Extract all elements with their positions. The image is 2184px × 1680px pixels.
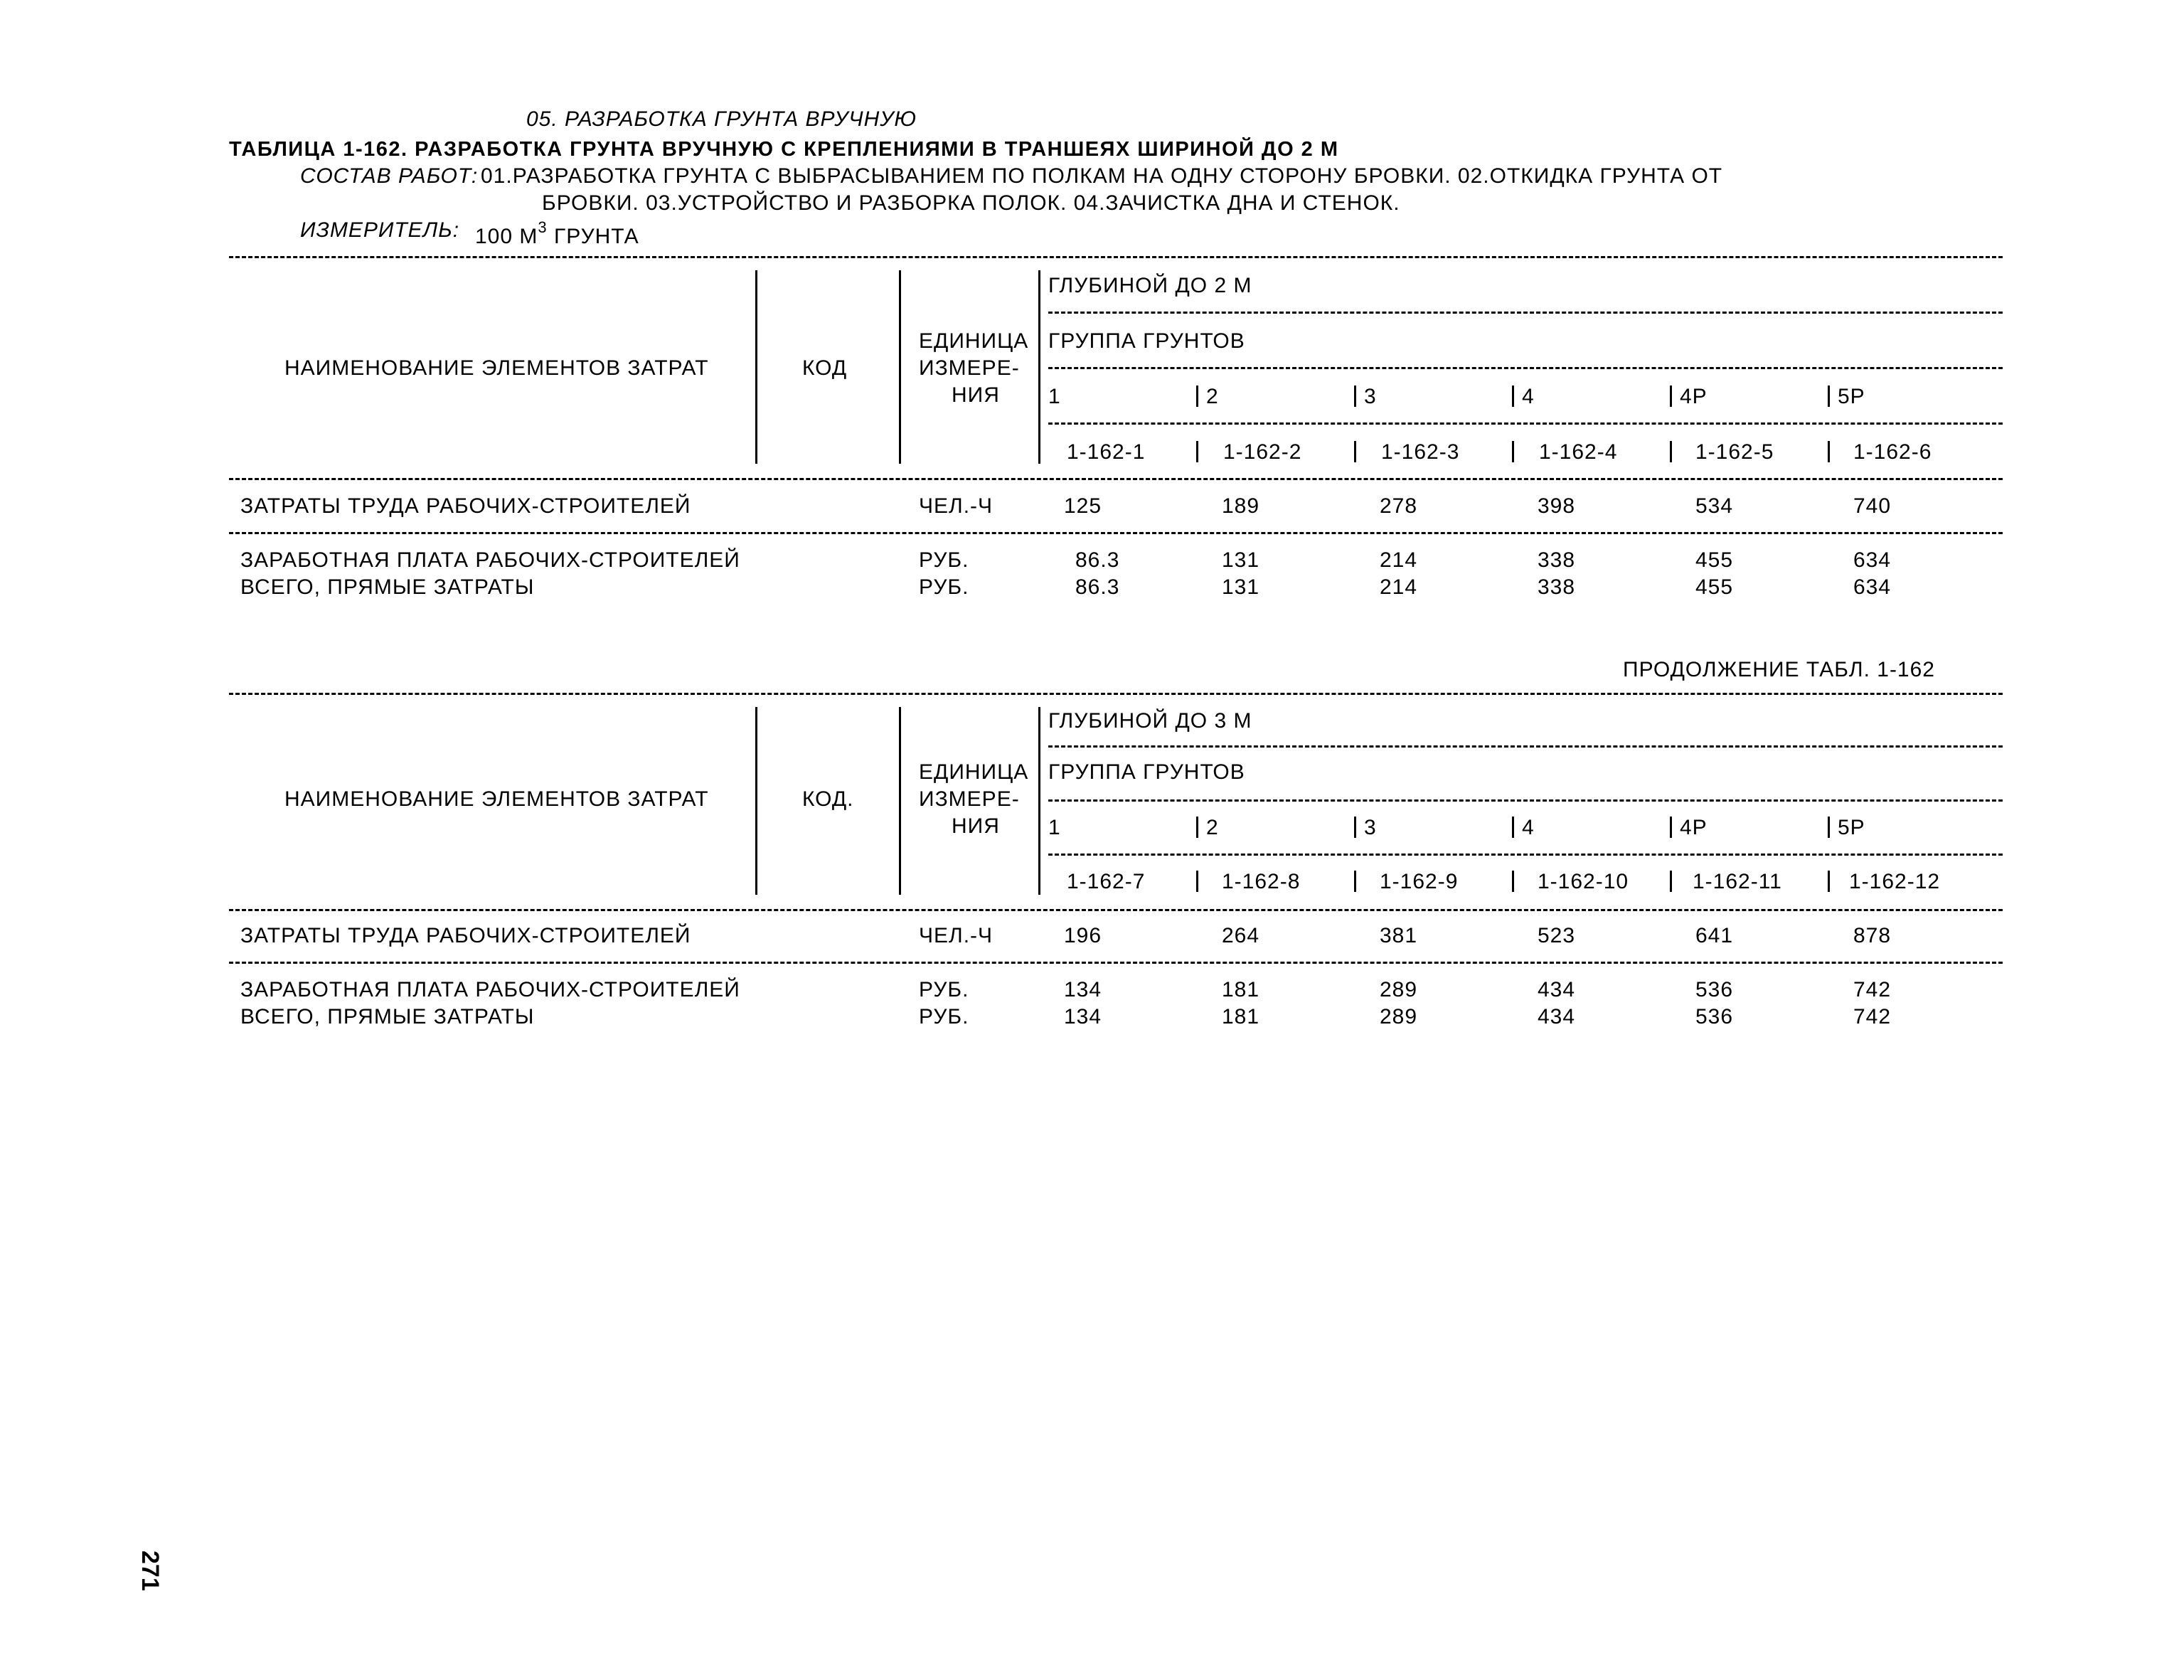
header-unit-line2: ИЗМЕРЕ- xyxy=(919,787,1020,811)
soil-group-3: 3 xyxy=(1364,816,1377,839)
table-title: ТАБЛИЦА 1-162. РАЗРАБОТКА ГРУНТА ВРУЧНУЮ С КРЕПЛЕНИЯМИ В ТРАНШЕЯХ ШИРИНОЙ ДО 2 М xyxy=(229,138,1339,161)
header-code-column: КОД. xyxy=(802,787,854,811)
row-value: 338 xyxy=(1538,548,1576,572)
norm-code: 1-162-4 xyxy=(1539,440,1618,464)
row-value: 338 xyxy=(1538,575,1576,599)
norm-code: 1-162-5 xyxy=(1695,440,1774,464)
norm-code: 1-162-10 xyxy=(1538,870,1629,893)
row-unit: ЧЕЛ.-Ч xyxy=(919,924,994,947)
continuation-label: ПРОДОЛЖЕНИЕ ТАБЛ. 1-162 xyxy=(1623,658,1935,681)
row-value: 196 xyxy=(1064,924,1102,947)
row-value: 634 xyxy=(1853,548,1892,572)
work-composition-label: СОСТАВ РАБОТ: xyxy=(300,164,479,188)
row-value: 181 xyxy=(1222,1005,1260,1028)
row-value: 534 xyxy=(1695,494,1734,518)
soil-group-5r: 5Р xyxy=(1838,385,1865,408)
row-value: 455 xyxy=(1695,575,1734,599)
row-value: 434 xyxy=(1538,1005,1576,1028)
header-unit-line1: ЕДИНИЦА xyxy=(919,760,1029,784)
row-rule xyxy=(229,532,2003,534)
row-value: 634 xyxy=(1853,575,1892,599)
row-value: 742 xyxy=(1853,1005,1892,1028)
cell-separator xyxy=(1196,871,1198,892)
cell-separator xyxy=(1670,386,1672,407)
header-depth: ГЛУБИНОЙ ДО 2 М xyxy=(1048,274,1252,297)
soil-group-4r: 4Р xyxy=(1680,816,1708,839)
cell-separator xyxy=(1512,441,1514,462)
row-value: 86.3 xyxy=(1075,575,1120,599)
row-value: 536 xyxy=(1695,978,1734,1001)
work-composition-line2: БРОВКИ. 03.УСТРОЙСТВО И РАЗБОРКА ПОЛОК. 04.ЗАЧИСТКА ДНА И СТЕНОК. xyxy=(542,191,1400,215)
norm-code: 1-162-6 xyxy=(1853,440,1932,464)
header-code-column: КОД xyxy=(802,356,848,380)
norm-code: 1-162-1 xyxy=(1067,440,1146,464)
table-top-rule xyxy=(229,693,2003,695)
cell-separator xyxy=(1670,871,1672,892)
header-rule xyxy=(1048,854,2003,856)
header-rule xyxy=(1048,367,2003,369)
cell-separator xyxy=(1670,817,1672,838)
row-value: 434 xyxy=(1538,978,1576,1001)
row-name: ЗАРАБОТНАЯ ПЛАТА РАБОЧИХ-СТРОИТЕЛЕЙ xyxy=(240,978,740,1001)
soil-group-4: 4 xyxy=(1522,385,1535,408)
row-value: 134 xyxy=(1064,978,1102,1001)
row-value: 264 xyxy=(1222,924,1260,947)
norm-code: 1-162-3 xyxy=(1381,440,1460,464)
header-rule xyxy=(1048,745,2003,748)
row-value: 86.3 xyxy=(1075,548,1120,572)
cell-separator xyxy=(1354,386,1356,407)
row-unit: РУБ. xyxy=(919,548,969,572)
row-value: 214 xyxy=(1380,575,1418,599)
work-composition-line1: 01.РАЗРАБОТКА ГРУНТА С ВЫБРАСЫВАНИЕМ ПО ПОЛКАМ НА ОДНУ СТОРОНУ БРОВКИ. 02.ОТКИДКА ГРУНТА ОТ xyxy=(481,164,1723,188)
row-value: 181 xyxy=(1222,978,1260,1001)
header-unit-line3: НИЯ xyxy=(952,383,1000,407)
header-rule xyxy=(1048,799,2003,802)
row-value: 381 xyxy=(1380,924,1418,947)
cell-separator xyxy=(1196,386,1198,407)
column-separator xyxy=(1038,270,1040,464)
page-number: 271 xyxy=(137,1551,164,1591)
cell-separator xyxy=(1196,817,1198,838)
norm-code: 1-162-8 xyxy=(1222,870,1301,893)
row-unit: РУБ. xyxy=(919,978,969,1001)
row-value: 289 xyxy=(1380,978,1418,1001)
row-name: ЗАТРАТЫ ТРУДА РАБОЧИХ-СТРОИТЕЛЕЙ xyxy=(240,924,691,947)
cell-separator xyxy=(1828,441,1830,462)
column-separator xyxy=(1038,707,1040,895)
row-value: 523 xyxy=(1538,924,1576,947)
row-value: 740 xyxy=(1853,494,1892,518)
measure-unit: ГРУНТА xyxy=(553,225,639,248)
soil-group-4r: 4Р xyxy=(1680,385,1708,408)
header-bottom-rule xyxy=(229,478,2003,480)
soil-group-3: 3 xyxy=(1364,385,1377,408)
row-value: 641 xyxy=(1695,924,1734,947)
header-unit-line1: ЕДИНИЦА xyxy=(919,329,1029,353)
header-depth: ГЛУБИНОЙ ДО 3 М xyxy=(1048,709,1252,733)
section-title: 05. РАЗРАБОТКА ГРУНТА ВРУЧНУЮ xyxy=(526,107,917,131)
row-name: ЗАТРАТЫ ТРУДА РАБОЧИХ-СТРОИТЕЛЕЙ xyxy=(240,494,691,518)
soil-group-5r: 5Р xyxy=(1838,816,1865,839)
header-name-column: НАИМЕНОВАНИЕ ЭЛЕМЕНТОВ ЗАТРАТ xyxy=(284,356,709,380)
measure-superscript: 3 xyxy=(538,218,548,236)
row-value: 131 xyxy=(1222,575,1260,599)
soil-group-1: 1 xyxy=(1048,385,1061,408)
cell-separator xyxy=(1354,817,1356,838)
row-value: 536 xyxy=(1695,1005,1734,1028)
column-separator xyxy=(755,707,757,895)
row-value: 134 xyxy=(1064,1005,1102,1028)
measure-label: ИЗМЕРИТЕЛЬ: xyxy=(300,218,460,242)
row-value: 125 xyxy=(1064,494,1102,518)
cell-separator xyxy=(1828,386,1830,407)
row-unit: ЧЕЛ.-Ч xyxy=(919,494,994,518)
header-bottom-rule xyxy=(229,909,2003,911)
row-value: 214 xyxy=(1380,548,1418,572)
row-unit: РУБ. xyxy=(919,1005,969,1028)
norm-code: 1-162-7 xyxy=(1067,870,1146,893)
column-separator xyxy=(899,707,901,895)
row-value: 278 xyxy=(1380,494,1418,518)
row-value: 398 xyxy=(1538,494,1576,518)
row-value: 189 xyxy=(1222,494,1260,518)
row-value: 742 xyxy=(1853,978,1892,1001)
row-unit: РУБ. xyxy=(919,575,969,599)
row-name: ЗАРАБОТНАЯ ПЛАТА РАБОЧИХ-СТРОИТЕЛЕЙ xyxy=(240,548,740,572)
header-rule xyxy=(1048,422,2003,425)
cell-separator xyxy=(1354,871,1356,892)
soil-group-2: 2 xyxy=(1206,816,1219,839)
norm-code: 1-162-12 xyxy=(1849,870,1941,893)
soil-group-4: 4 xyxy=(1522,816,1535,839)
norm-code: 1-162-2 xyxy=(1223,440,1302,464)
cell-separator xyxy=(1670,441,1672,462)
soil-group-2: 2 xyxy=(1206,385,1219,408)
cell-separator xyxy=(1512,386,1514,407)
header-name-column: НАИМЕНОВАНИЕ ЭЛЕМЕНТОВ ЗАТРАТ xyxy=(284,787,709,811)
row-name: ВСЕГО, ПРЯМЫЕ ЗАТРАТЫ xyxy=(240,1005,535,1028)
soil-group-1: 1 xyxy=(1048,816,1061,839)
row-value: 455 xyxy=(1695,548,1734,572)
cell-separator xyxy=(1512,817,1514,838)
column-separator xyxy=(755,270,757,464)
cell-separator xyxy=(1828,871,1830,892)
header-unit-line3: НИЯ xyxy=(952,814,1000,838)
cell-separator xyxy=(1196,441,1198,462)
row-value: 131 xyxy=(1222,548,1260,572)
row-name: ВСЕГО, ПРЯМЫЕ ЗАТРАТЫ xyxy=(240,575,535,599)
cell-separator xyxy=(1828,817,1830,838)
norm-code: 1-162-9 xyxy=(1380,870,1459,893)
cell-separator xyxy=(1354,441,1356,462)
row-value: 878 xyxy=(1853,924,1892,947)
cell-separator xyxy=(1512,871,1514,892)
header-rule xyxy=(1048,312,2003,314)
column-separator xyxy=(899,270,901,464)
measure-value xyxy=(475,218,639,250)
measure-amount: 100 М xyxy=(475,225,538,248)
header-soil-group: ГРУППА ГРУНТОВ xyxy=(1048,329,1245,353)
table-top-rule xyxy=(229,256,2003,258)
row-rule xyxy=(229,962,2003,964)
norm-code: 1-162-11 xyxy=(1693,870,1782,893)
header-soil-group: ГРУППА ГРУНТОВ xyxy=(1048,760,1245,784)
header-unit-line2: ИЗМЕРЕ- xyxy=(919,356,1020,380)
row-value: 289 xyxy=(1380,1005,1418,1028)
